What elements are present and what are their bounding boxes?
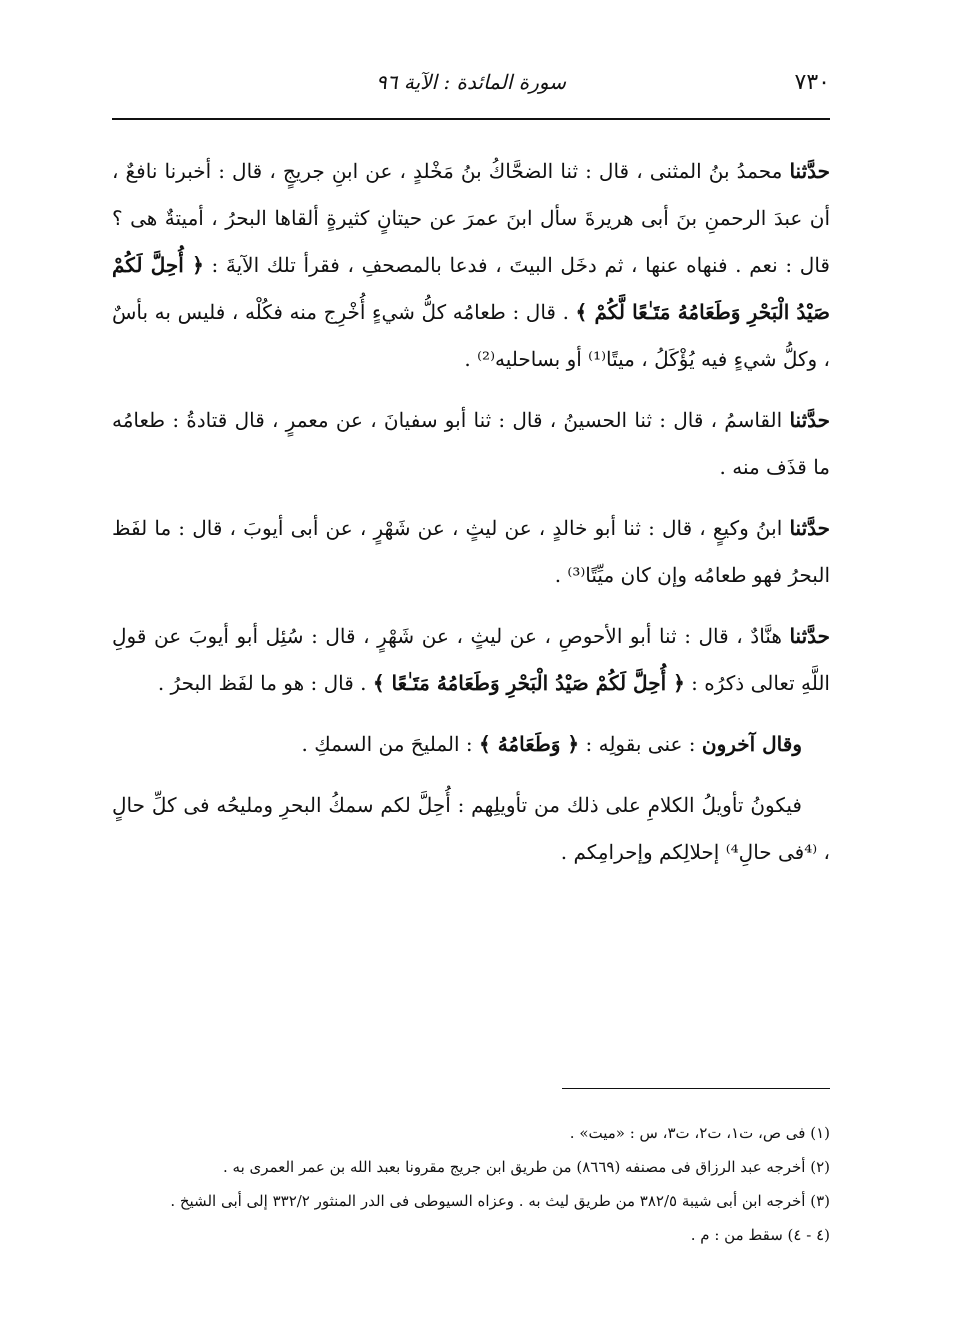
paragraph-1 [112, 148, 830, 383]
footnote-divider [562, 1088, 830, 1089]
paragraph-lead: حدَّثنا [789, 624, 831, 648]
page-number: ٧٣٠ [794, 70, 830, 95]
footnote-4: (٤ - ٤) سقط من : م . [690, 1226, 830, 1244]
paragraph-text-continued: . قال : طعامُه كلُّ شيءٍ أُخْرِج منه فكُلْه ، فليس به بأسٌ ، وكلُّ شيءٍ فيه يُؤْكَلُ ، ميتًا⁽¹⁾ أو بساحليه⁽²⁾ . [112, 300, 830, 371]
page-header [112, 68, 830, 108]
footnote-1: (١) فى ص، ت١، ت٢، ت٣، س : «ميت» . [569, 1124, 830, 1142]
paragraph-lead: وقال آخرون [701, 732, 802, 756]
paragraph-lead: حدَّثنا [789, 516, 830, 540]
quran-verse: ﴿ وَطَعَامُهُ ﴾ [479, 732, 580, 756]
paragraph-text-continued: . قال : هو ما لفَظ البحرُ . [157, 671, 373, 695]
paragraph-text: محمدُ بنُ المثنى ، قال : ثنا الضحَّاكُ بنُ مَخْلدٍ ، عن ابنِ جريجٍ ، قال : أخبرنا نافعٌ ، أن عبدَ الرحمنِ بنَ أبى هريرةَ سأل ابنَ عمرَ عن حيتانٍ كثيرةٍ ألقاها البحرُ ، أميتةٌ هى ؟ قال : نعم . فنهاه عنها ، ثم دخَل البيتَ ، فدعا بالمصحفِ ، فقرأ تلك الآيةَ : [112, 159, 830, 277]
paragraph-2 [112, 397, 830, 491]
paragraph-6 [112, 782, 830, 876]
book-page [112, 62, 830, 1312]
quran-verse: ﴿ أُحِلَّ لَكُمْ صَيْدُ الْبَحْرِ وَطَعَامُهُ مَتَـٰعًا ﴾ [372, 671, 685, 695]
running-title: سورة المائدة : الآية ٩٦ [376, 70, 566, 94]
quran-verse: ﴿ أُحِلَّ لَكُمْ صَيْدُ الْبَحْرِ وَطَعَامُهُ مَتَـٰعًا لَّكُمْ ﴾ [112, 253, 831, 324]
paragraph-text: ابنُ وكيعٍ ، قال : ثنا أبو خالدٍ ، عن ليثٍ ، عن شَهْرٍ ، عن أبى أيوبَ ، قال : ما لفَظ البحرُ فهو طعامُه وإن كان ميِّتًا⁽³⁾ . [112, 516, 830, 587]
footnotes [112, 1116, 830, 1252]
main-text [112, 148, 830, 890]
paragraph-lead: حدَّثنا [789, 159, 830, 183]
header-divider [112, 118, 830, 120]
paragraph-lead: حدَّثنا [789, 408, 830, 432]
paragraph-3 [112, 505, 830, 599]
paragraph-text: هنَّادٌ ، قال : ثنا أبو الأحوصِ ، عن ليثٍ ، عن شَهْرٍ ، قال : سُئِل أبو أيوبَ عن قولِ اللَّهِ تعالى ذكرُه : [112, 624, 830, 695]
footnote-3: (٣) أخرجه ابن أبى شيبة ٣٨٢/٥ من طريق ليث به . وعزاه السيوطى فى الدر المنثور ٣٣٢/٢ إلى أبى الشيخ . [170, 1192, 830, 1210]
paragraph-4 [112, 613, 830, 707]
paragraph-5 [112, 721, 830, 768]
paragraph-text: فيكونُ تأويلُ الكلامِ على ذلك من تأويلِهم : أُحِلَّ لكم سمكُ البحرِ ومليحُه فى كلِّ حالٍ ، ⁽⁴فى حالِ⁴⁾ إحلالِكم وإحرامِكم . [112, 793, 830, 864]
footnote-2: (٢) أخرجه عبد الرزاق فى مصنفه (٨٦٦٩) من طريق ابن جريج مقرونا بعبد الله بن عمر العمرى به . [223, 1158, 830, 1176]
paragraph-text: : عنى بقولِه : [579, 732, 702, 756]
paragraph-text: القاسمُ ، قال : ثنا الحسينُ ، قال : ثنا أبو سفيانَ ، عن معمرٍ ، قال قتادةُ : طعامُه ما قذَف منه . [112, 408, 830, 479]
paragraph-text-continued: : المليحَ من السمكِ . [301, 732, 480, 756]
